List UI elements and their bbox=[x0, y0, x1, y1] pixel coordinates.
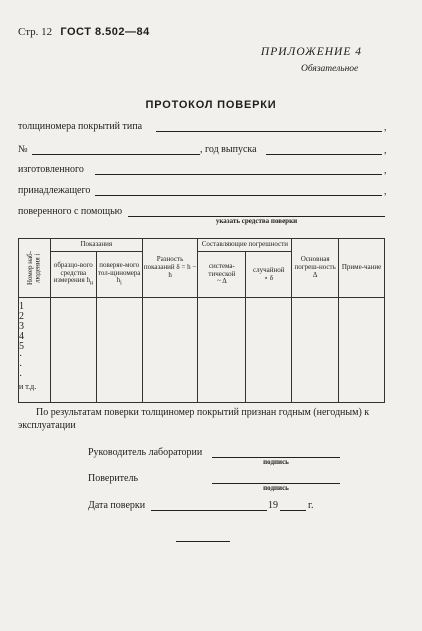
reference-cell[interactable] bbox=[50, 298, 96, 403]
number-field[interactable] bbox=[32, 154, 200, 155]
appendix-title: ПРИЛОЖЕНИЕ 4 bbox=[260, 46, 362, 58]
conclusion-text: По результатам поверки толщиномер покрытий признан годным (негодным) к эксплуатации bbox=[18, 407, 370, 431]
date-label: Дата поверки bbox=[88, 500, 146, 511]
owner-field[interactable] bbox=[95, 195, 382, 196]
col-random-header: случайной ∘ δ bbox=[246, 252, 292, 298]
year-suffix: г. bbox=[308, 500, 314, 511]
type-field[interactable] bbox=[156, 131, 382, 132]
main-error-cell[interactable] bbox=[292, 298, 339, 403]
verification-table bbox=[18, 238, 385, 403]
readings-header: Показания bbox=[50, 239, 142, 252]
verified-caption: указать средства поверки bbox=[215, 217, 298, 225]
type-label: толщиномера покрытий типа bbox=[18, 121, 143, 132]
comma: , bbox=[384, 122, 387, 133]
comma: , bbox=[384, 145, 387, 156]
random-cell[interactable] bbox=[246, 298, 292, 403]
verifier-label: Поверитель bbox=[88, 473, 139, 484]
appendix-subtitle: Обязательное bbox=[301, 64, 359, 74]
col-main-error-header: Основная погреш-ность Δ bbox=[292, 239, 339, 298]
verifier-signature-caption: подпись bbox=[263, 484, 289, 492]
year-prefix: 19 bbox=[268, 500, 278, 511]
comma: , bbox=[384, 186, 387, 197]
year-field[interactable] bbox=[266, 154, 382, 155]
year-label: , год выпуска bbox=[200, 144, 257, 155]
systematic-cell[interactable] bbox=[198, 298, 246, 403]
made-label: изготовленного bbox=[18, 164, 84, 175]
page-title: ПРОТОКОЛ ПОВЕРКИ bbox=[145, 99, 277, 111]
owner-label: принадлежащего bbox=[18, 185, 91, 196]
col-diff-header: Разность показаний δ = h − h bbox=[142, 239, 198, 298]
diff-cell[interactable] bbox=[142, 298, 198, 403]
page-number: Стр. 12 bbox=[18, 26, 53, 38]
verified-label: поверенного с помощью bbox=[18, 206, 123, 217]
comma: , bbox=[384, 165, 387, 176]
page-header bbox=[18, 26, 150, 38]
col-verified-header: поверяе-мого тол-щиномера $h_i$ bbox=[96, 252, 142, 298]
lab-head-signature-caption: подпись bbox=[263, 458, 289, 466]
date-field[interactable] bbox=[151, 510, 267, 511]
gost-code: ГОСТ 8.502—84 bbox=[60, 26, 150, 38]
number-label: № bbox=[18, 144, 28, 155]
col-systematic-header: система-тической ~ Δ bbox=[198, 252, 246, 298]
col-note-header: Приме-чание bbox=[339, 239, 385, 298]
col-reference-header: образцо-вого средства измерения $h_н$ bbox=[50, 252, 96, 298]
note-cell[interactable] bbox=[339, 298, 385, 403]
lab-head-label: Руководитель лаборатории bbox=[88, 447, 203, 458]
components-header: Составляющие погрешности bbox=[198, 239, 292, 252]
end-rule bbox=[176, 541, 230, 542]
row-number-list: 1 2 3 4 5 · · · и т.д. bbox=[19, 301, 37, 391]
row-numbers-cell bbox=[19, 298, 51, 403]
year-field[interactable] bbox=[280, 510, 306, 511]
col-number-header: Номер наб-людения i bbox=[19, 239, 51, 298]
verified-cell[interactable] bbox=[96, 298, 142, 403]
made-field[interactable] bbox=[95, 174, 382, 175]
